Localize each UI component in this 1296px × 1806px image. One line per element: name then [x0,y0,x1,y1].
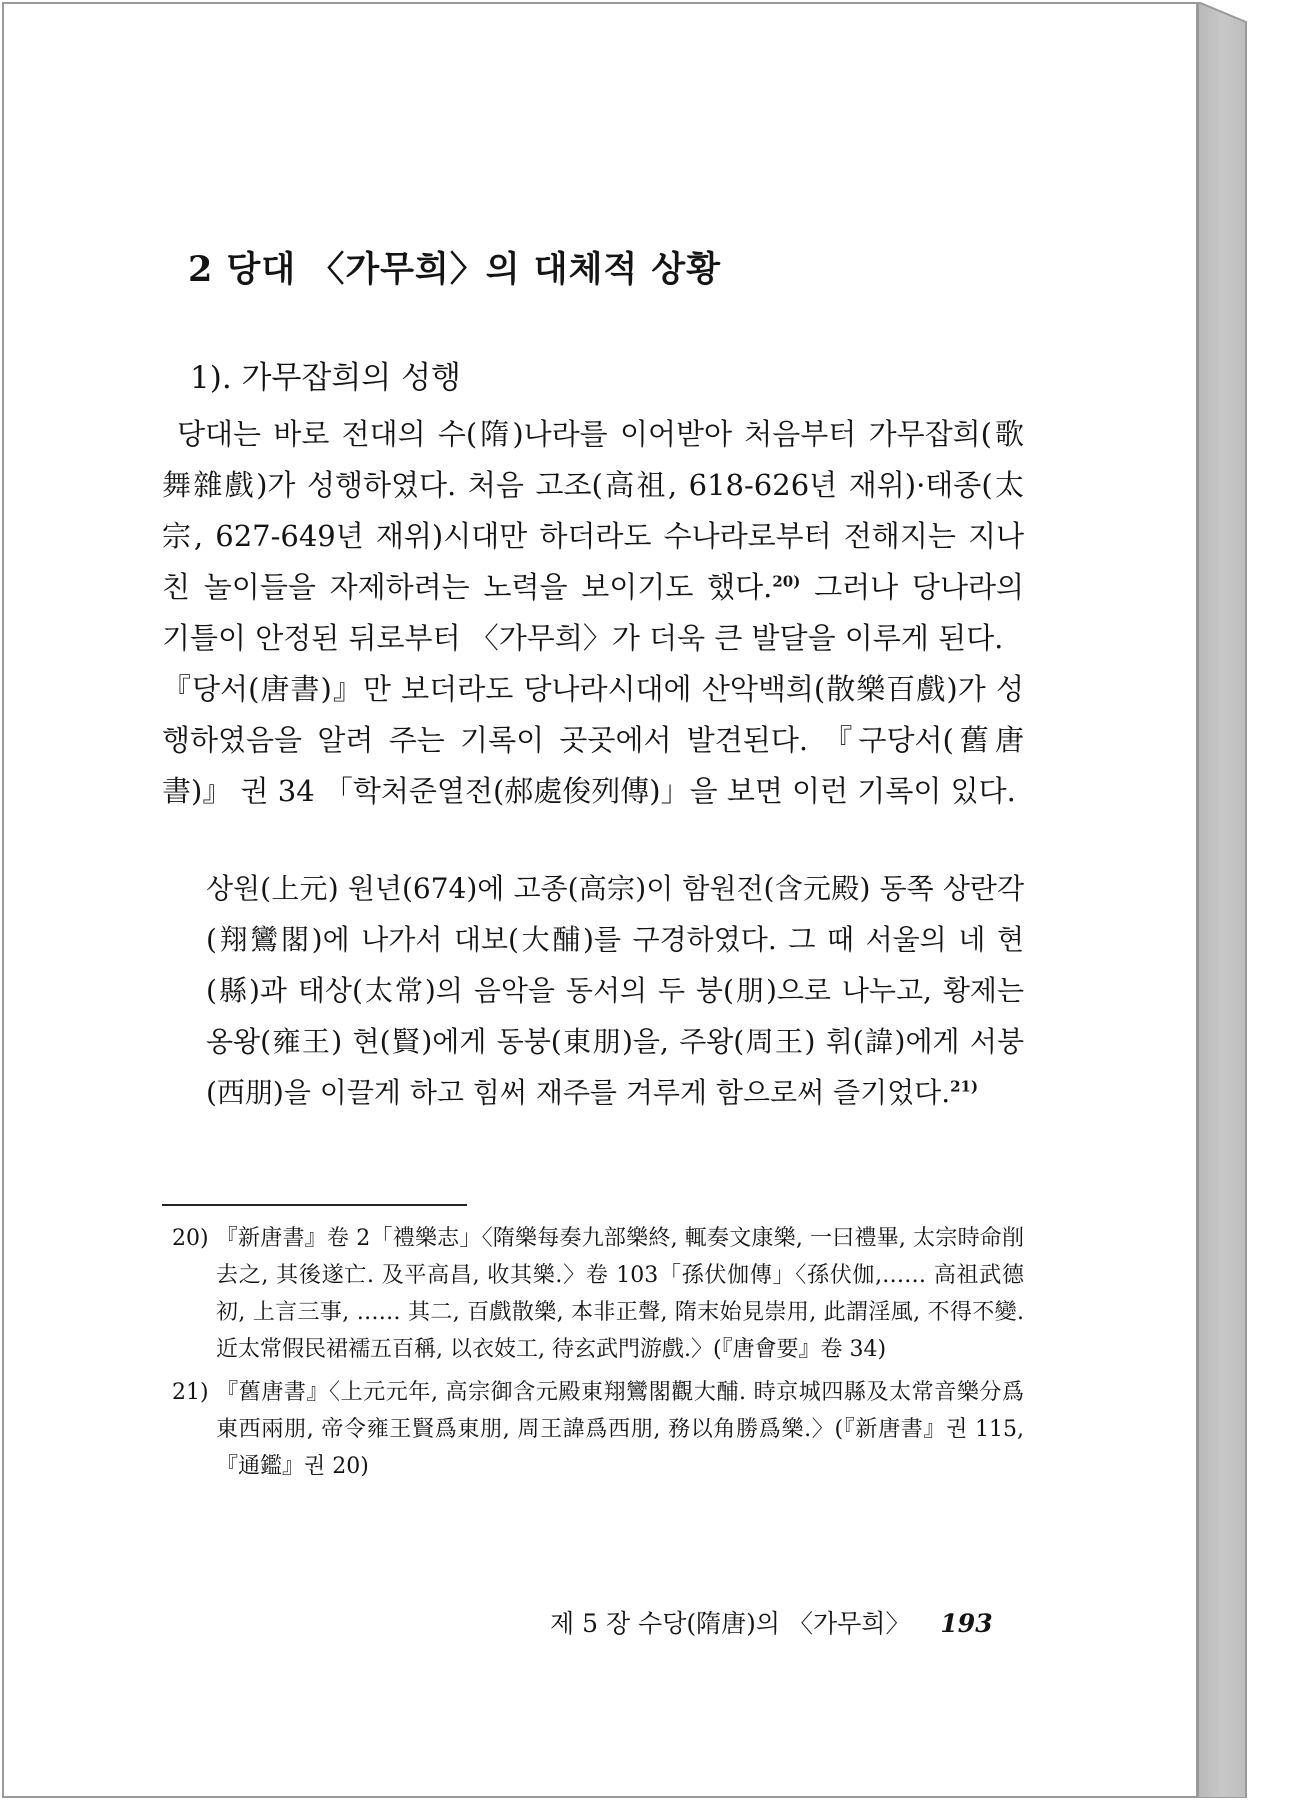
page-edge-graphic [1198,2,1252,1798]
footnote-21-number: 21) [172,1380,209,1405]
block-quote [162,863,1024,1118]
footnote-20 [162,1220,1024,1368]
paragraph-1-tail: 그러나 당나라의 기틀이 안정된 뒤로부터 〈가무희〉가 더욱 큰 발달을 이루게 된다. [162,570,1024,655]
footnote-ref-21[interactable]: 21) [950,1077,979,1096]
quote-text: 상원(上元) 원년(674)에 고종(高宗)이 함원전(含元殿) 동쪽 상란각(翔鸞閣)에 나가서 대보(大酺)를 구경하였다. 그 때 서울의 네 현(縣)과 태상(太常)의 음악을 동서의 두 붕(朋)으로 나누고, 황제는 옹왕(雍王) 현(賢)에게 동붕(東朋)을, 주왕(周王) 휘(諱)에게 서붕(西朋)을 이끌게 하고 힘써 재주를 겨루게 함으로써 즐기었다. [206,872,1024,1109]
subsection-heading: 1). 가무잡희의 성행 [190,360,462,396]
footnote-20-number: 20) [172,1226,209,1251]
page-footer [550,1604,993,1640]
section-heading: 2 당대 〈가무희〉의 대체적 상황 [188,249,722,290]
footnote-21-text: 『舊唐書』〈上元元年, 高宗御含元殿東翔鸞閣觀大酺. 時京城四縣及太常音樂分爲東西兩朋, 帝令雍王賢爲東朋, 周王諱爲西朋, 務以角勝爲樂.〉(『新唐書』권 115, 『通鑑』권 20) [216,1380,1024,1479]
footnote-ref-20[interactable]: 20) [772,572,801,591]
body-paragraph-2: 『당서(唐書)』만 보더라도 당나라시대에 산악백희(散樂百戲)가 성행하였음을 알려 주는 기록이 곳곳에서 발견된다. 『구당서(舊唐書)』 권 34 「학처준열전(郝處俊列傳)」을 보면 이런 기록이 있다. [162,672,1024,808]
page-content [162,242,1024,1491]
running-footer-chapter: 제 5 장 수당(隋唐)의 〈가무희〉 [550,1609,911,1638]
footnote-20-text: 『新唐書』卷 2「禮樂志」〈隋樂每奏九部樂終, 輒奏文康樂, 一曰禮畢, 太宗時命削去之, 其後遂亡. 及平高昌, 收其樂.〉卷 103「孫伏伽傳」〈孫伏伽,…… 高祖武德初, 上言三事, …… 其二, 百戲散樂, 本非正聲, 隋末始見崇用, 此謂淫風, 不得不變. 近太常假民裙襦五百稱, 以衣妓工, 待玄武門游戲.〉(『唐會要』卷 34) [215,1226,1025,1362]
page-number: 193 [940,1609,993,1638]
book-spine-shading [1198,2,1252,1798]
paragraph-1-text: 당대는 바로 전대의 수(隋)나라를 이어받아 처음부터 가무잡희(歌舞雜戲)가 성행하였다. 처음 고조(高祖, 618-626년 재위)·태종(太宗, 627-649년 재위)시대만 하더라도 수나라로부터 전해지는 지나친 놀이들을 자제하려는 노력을 보이기도 했다. [162,417,1024,604]
footnote-divider [162,1204,467,1206]
body-paragraph-1 [162,409,1024,664]
footnote-21 [162,1374,1024,1485]
book-page [2,2,1198,1798]
